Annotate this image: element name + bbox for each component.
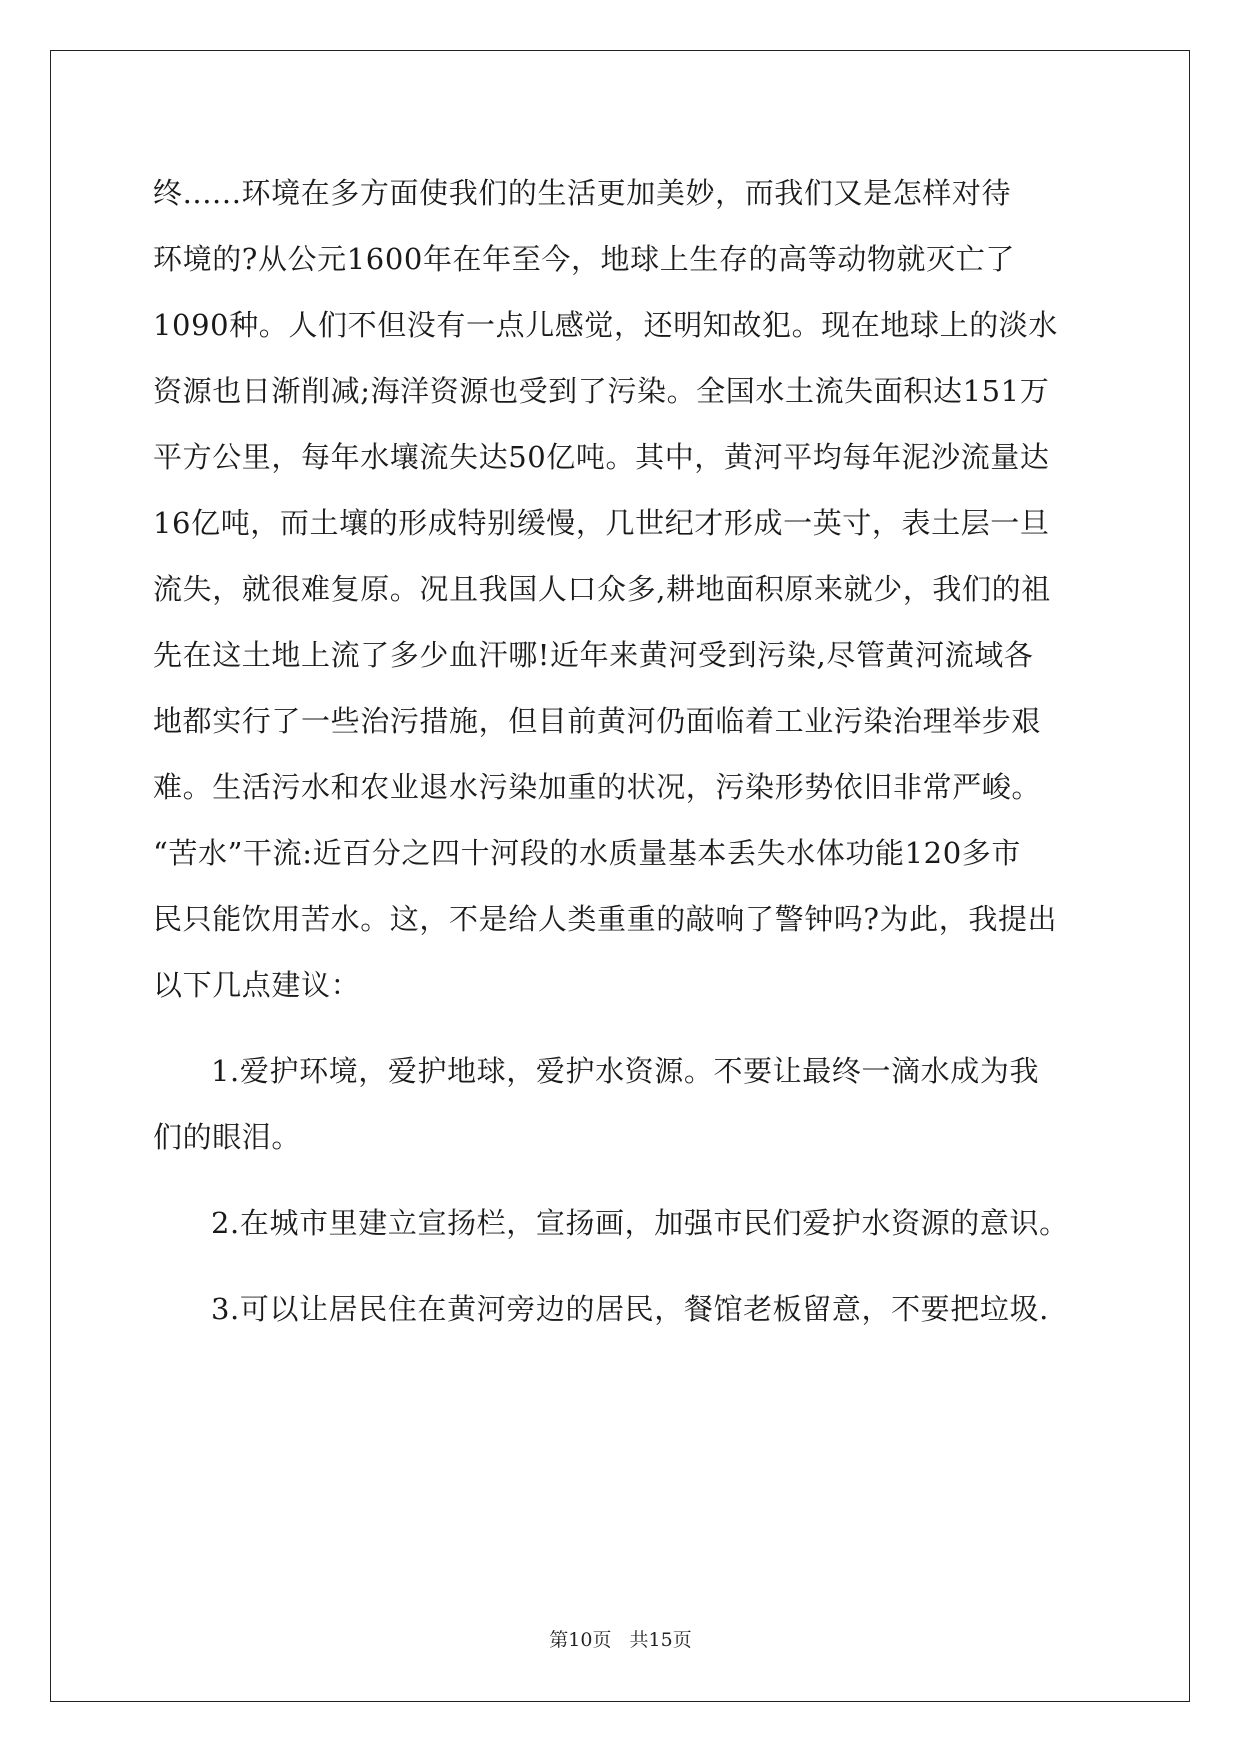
text-line: “苦水”干流:近百分之四十河段的水质量基本丢失水体功能120多市 (153, 836, 1021, 870)
document-body (153, 160, 1093, 1342)
text-line: 平方公里，每年水壤流失达50亿吨。其中，黄河平均每年泥沙流量达 (153, 440, 1050, 474)
text-line: 环境的?从公元1600年在年至今，地球上生存的高等动物就灭亡了 (153, 242, 1015, 276)
text-line: 地都实行了一些治污措施，但目前黄河仍面临着工业污染治理举步艰 (153, 704, 1042, 738)
text-line: 1090种。人们不但没有一点儿感觉，还明知故犯。现在地球上的淡水 (153, 308, 1059, 342)
page-footer (0, 1625, 1241, 1652)
page-number: 第10页 (549, 1629, 612, 1651)
suggestion-item-3: 3.可以让居民住在黄河旁边的居民，餐馆老板留意，不要把垃圾. (211, 1292, 1049, 1326)
text-line: 难。生活污水和农业退水污染加重的状况，污染形势依旧非常严峻。 (153, 770, 1042, 804)
text-line: 资源也日渐削减;海洋资源也受到了污染。全国水土流失面积达151万 (153, 374, 1050, 408)
text-line: 16亿吨，而土壤的形成特别缓慢，几世纪才形成一英寸，表土层一旦 (153, 506, 1050, 540)
text-line: 先在这土地上流了多少血汗哪!近年来黄河受到污染,尽管黄河流域各 (153, 638, 1034, 672)
suggestion-item-1: 1.爱护环境，爱护地球，爱护水资源。不要让最终一滴水成为我 (211, 1054, 1040, 1088)
text-line: 民只能饮用苦水。这，不是给人类重重的敲响了警钟吗?为此，我提出 (153, 902, 1058, 936)
page-total: 共15页 (629, 1629, 692, 1651)
text-line: 们的眼泪。 (153, 1120, 302, 1154)
text-line: 流失，就很难复原。况且我国人口众多,耕地面积原来就少，我们的祖 (153, 572, 1051, 606)
suggestion-item-2: 2.在城市里建立宣扬栏，宣扬画，加强市民们爱护水资源的意识。 (211, 1206, 1069, 1240)
text-line: 以下几点建议： (153, 968, 361, 1002)
text-line: 终......环境在多方面使我们的生活更加美妙，而我们又是怎样对待 (153, 176, 1012, 210)
